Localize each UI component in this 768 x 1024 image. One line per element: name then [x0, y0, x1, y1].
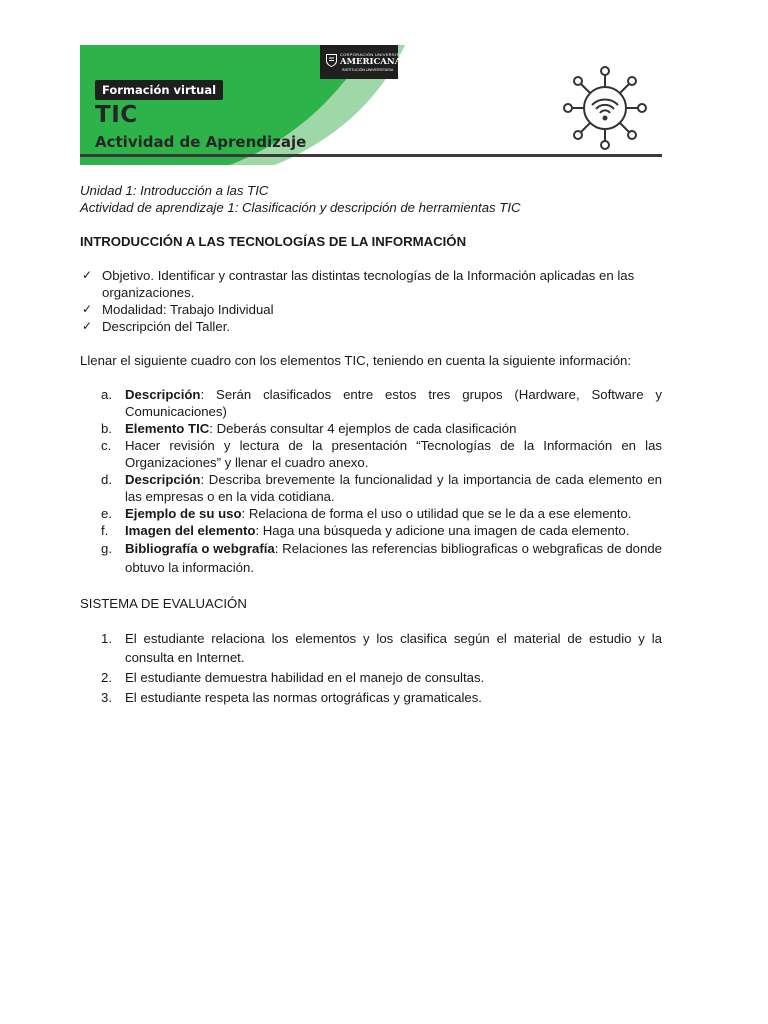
list-item — [80, 539, 662, 577]
institution-logo — [320, 45, 410, 79]
checklist-item — [80, 318, 662, 335]
logo-line-2: AMERICANA — [340, 57, 402, 67]
list-item — [80, 629, 662, 667]
header-divider — [80, 154, 662, 157]
item-text: : Describa brevemente la funcionalidad y la importancia de cada elemento en las empresas o en la vida cotidiana. — [125, 472, 662, 504]
logo-line-1: CORPORACIÓN UNIVERSITARIA — [340, 52, 410, 57]
list-item — [80, 522, 662, 539]
document-body — [80, 182, 662, 708]
checkmark-icon: ✓ — [82, 302, 93, 316]
logo-line-3: INSTITUCIÓN UNIVERSITARIA — [342, 68, 394, 72]
item-text: El estudiante relaciona los elementos y los clasifica según el material de estudio y la consulta en Internet. — [125, 631, 662, 665]
list-item — [80, 505, 662, 522]
item-text: : Serán clasificados entre estos tres grupos (Hardware, Software y Comunicaciones) — [125, 387, 662, 419]
list-item — [80, 471, 662, 505]
list-item — [80, 420, 662, 437]
item-text: : Relaciona de forma el uso o utilidad que se le da a ese elemento. — [241, 506, 632, 521]
list-item — [80, 668, 662, 687]
activity-line: Actividad de aprendizaje 1: Clasificación y descripción de herramientas TIC — [80, 200, 521, 215]
badge-formacion-virtual: Formación virtual — [95, 80, 223, 100]
item-label: Imagen del elemento — [125, 523, 256, 538]
header-banner — [80, 45, 662, 165]
item-label: Bibliografía o webgrafía — [125, 541, 275, 556]
checklist-text: Modalidad: Trabajo Individual — [102, 302, 274, 317]
page-title: TIC — [95, 102, 138, 128]
list-marker: e. — [101, 506, 112, 521]
item-text: : Deberás consultar 4 ejemplos de cada clasificación — [209, 421, 517, 436]
item-label: Elemento TIC — [125, 421, 210, 436]
item-text: : Relaciones las referencias bibliograficas o webgraficas de donde obtuvo la información. — [125, 541, 662, 575]
section-heading: INTRODUCCIÓN A LAS TECNOLOGÍAS DE LA INFORMACIÓN — [80, 234, 467, 249]
list-marker: a. — [101, 387, 112, 402]
item-text: El estudiante demuestra habilidad en el manejo de consultas. — [125, 670, 485, 685]
list-item — [80, 386, 662, 420]
list-item — [80, 688, 662, 707]
list-marker: d. — [101, 472, 112, 487]
list-marker: f. — [101, 523, 109, 538]
list-marker: 3. — [101, 690, 112, 705]
checklist — [80, 267, 662, 335]
checklist-item — [80, 301, 662, 318]
evaluation-heading: SISTEMA DE EVALUACIÓN — [80, 596, 247, 611]
list-item — [80, 437, 662, 471]
wifi-network-icon — [560, 63, 650, 153]
list-marker: c. — [101, 438, 112, 453]
list-marker: 1. — [101, 631, 112, 646]
item-label: Ejemplo de su uso — [125, 506, 242, 521]
checklist-item — [80, 267, 662, 301]
page-subtitle: Actividad de Aprendizaje — [95, 133, 307, 151]
lettered-list — [80, 386, 662, 577]
instruction-text: Llenar el siguiente cuadro con los elementos TIC, teniendo en cuenta la siguiente información: — [80, 353, 632, 368]
checklist-text: Descripción del Taller. — [102, 319, 231, 334]
list-marker: g. — [101, 541, 112, 556]
item-label: Descripción — [125, 387, 201, 402]
item-label: Descripción — [125, 472, 201, 487]
checkmark-icon: ✓ — [82, 268, 93, 282]
list-marker: 2. — [101, 670, 112, 685]
unit-line: Unidad 1: Introducción a las TIC — [80, 183, 269, 198]
shield-icon — [326, 54, 337, 67]
checklist-text: Objetivo. Identificar y contrastar las distintas tecnologías de la Información aplicadas en las organizaciones. — [102, 268, 635, 300]
evaluation-list — [80, 629, 662, 707]
item-text: El estudiante respeta las normas ortográficas y gramaticales. — [125, 690, 482, 705]
item-text: Hacer revisión y lectura de la presentación “Tecnologías de la Información en las Organizaciones” y llenar el cuadro anexo. — [125, 438, 662, 470]
list-marker: b. — [101, 421, 112, 436]
item-text: : Haga una búsqueda y adicione una imagen de cada elemento. — [255, 523, 630, 538]
checkmark-icon: ✓ — [82, 319, 93, 333]
